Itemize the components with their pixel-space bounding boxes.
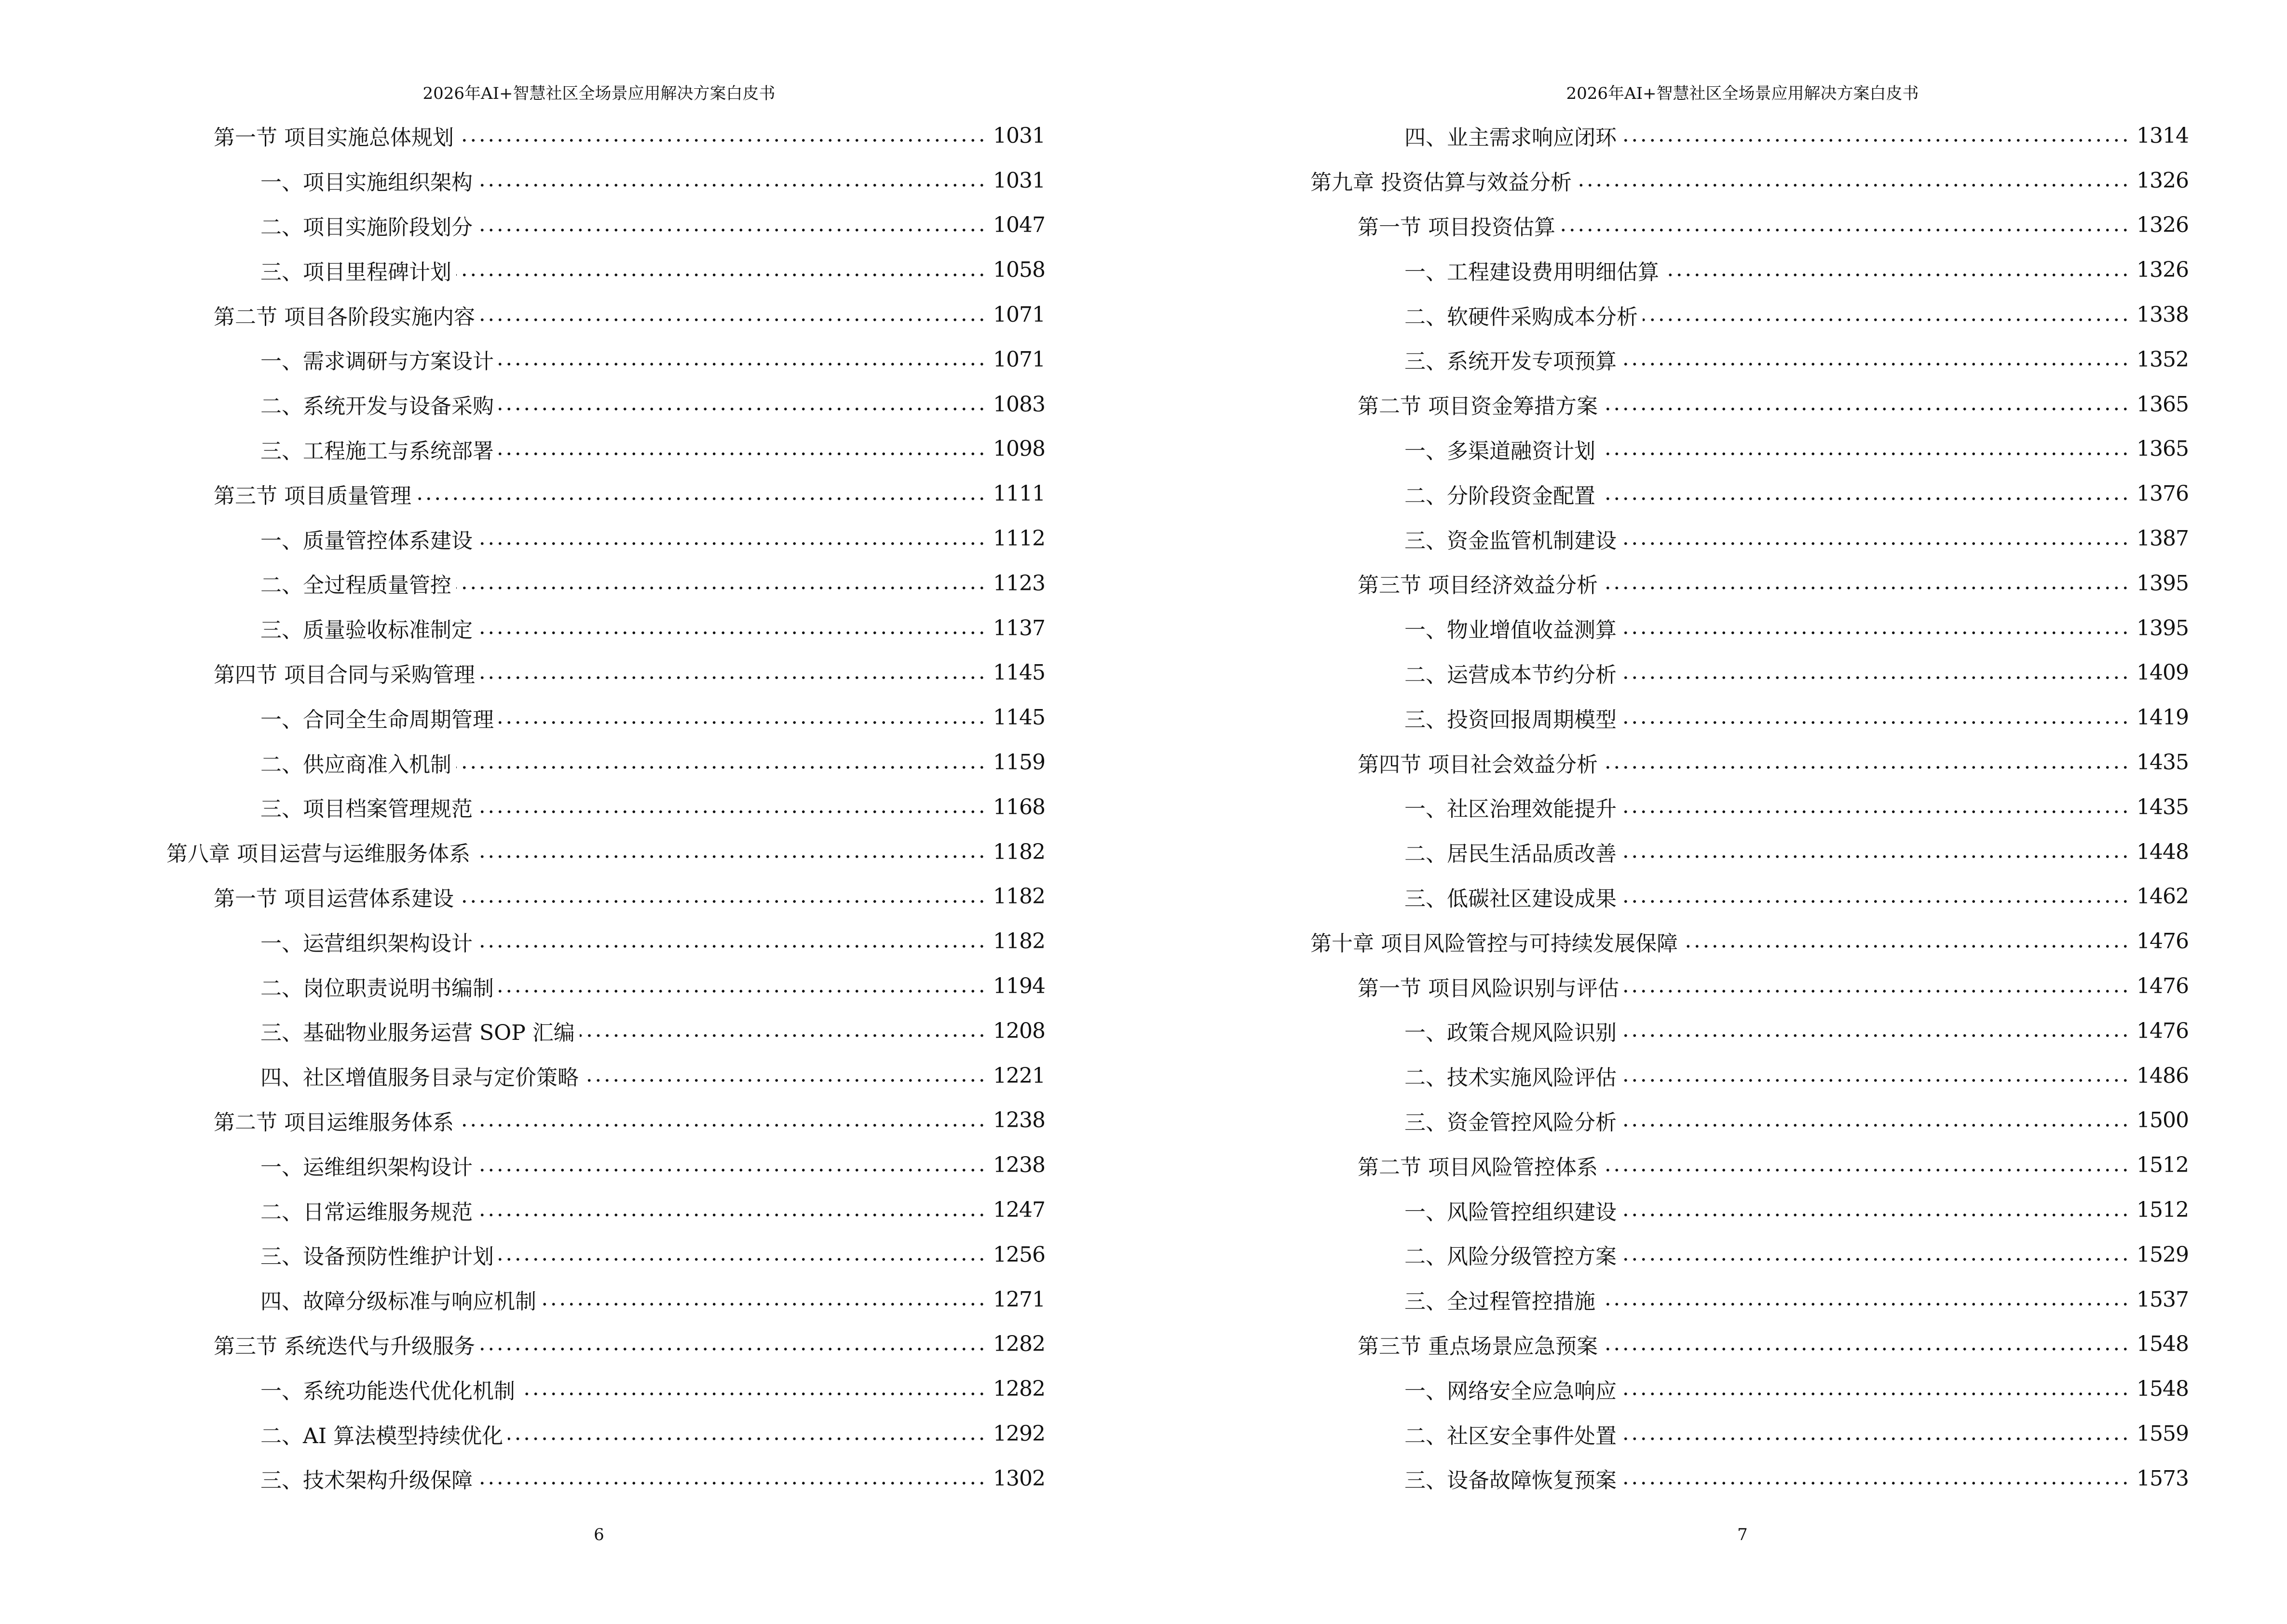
dot-leader (499, 407, 986, 411)
toc-entry-subsection[interactable] (166, 203, 1045, 248)
toc-entry-page: 1365 (2137, 437, 2189, 462)
toc-entry-page: 1537 (2137, 1287, 2189, 1312)
toc-entry-title: 三、基础物业服务运营 SOP 汇编 (260, 1021, 575, 1046)
toc-entry-page: 1559 (2137, 1421, 2189, 1446)
dot-leader (1664, 273, 2130, 277)
toc-entry-page: 1137 (993, 615, 1045, 641)
dot-leader (477, 631, 986, 635)
toc-entry-page: 1338 (2137, 302, 2189, 328)
dot-leader (1621, 542, 2130, 546)
dot-leader (1683, 944, 2130, 948)
toc-entry-page: 1326 (2137, 258, 2189, 283)
dot-leader (580, 1034, 986, 1037)
toc-entry-title: 第一节 项目实施总体规划 (214, 125, 454, 150)
running-header: 2026年AI+智慧社区全场景应用解决方案白皮书 (1566, 84, 1919, 103)
toc-entry-title: 三、资金管控风险分析 (1404, 1110, 1617, 1135)
toc-entry-subsection[interactable] (1310, 874, 2189, 919)
toc-entry-subsection[interactable] (166, 561, 1045, 606)
dot-leader (499, 721, 986, 724)
toc-entry-subsection[interactable] (166, 427, 1045, 472)
toc-entry-subsection[interactable] (1310, 1009, 2189, 1053)
toc-entry-title: 二、运营成本节约分析 (1404, 662, 1617, 687)
toc-entry-subsection[interactable] (1310, 606, 2189, 651)
toc-entry-page: 1435 (2137, 794, 2189, 819)
toc-entry-subsection[interactable] (166, 1009, 1045, 1053)
dot-leader (1603, 407, 2130, 411)
dot-leader (1621, 1437, 2130, 1441)
toc-entry-title: 一、质量管控体系建设 (260, 528, 473, 553)
toc-entry-page: 1462 (2137, 884, 2189, 909)
toc-entry-title: 第二节 项目运维服务体系 (214, 1110, 454, 1135)
dot-leader (499, 989, 986, 993)
dot-leader (456, 586, 986, 590)
toc-entry-title: 四、业主需求响应闭环 (1404, 125, 1617, 150)
toc-entry-subsection[interactable] (166, 695, 1045, 740)
dot-leader (1621, 1481, 2130, 1485)
toc-entry-page: 1476 (2137, 929, 2189, 954)
toc-entry-subsection[interactable] (166, 247, 1045, 292)
toc-entry-subsection[interactable] (1310, 247, 2189, 292)
toc-entry-page: 1419 (2137, 705, 2189, 730)
toc-entry-title: 第三节 项目质量管理 (214, 483, 411, 508)
dot-leader (1621, 631, 2130, 635)
toc-entry-page: 1071 (993, 302, 1045, 328)
toc-entry-page: 1271 (993, 1287, 1045, 1312)
toc-entry-page: 1282 (993, 1377, 1045, 1402)
dot-leader (477, 1168, 986, 1172)
toc-entry-subsection[interactable] (1310, 427, 2189, 472)
toc-entry-section[interactable] (1310, 1143, 2189, 1187)
toc-entry-page: 1238 (993, 1153, 1045, 1178)
toc-entry-title: 一、社区治理效能提升 (1404, 797, 1617, 822)
toc-entry-title: 第二节 项目各阶段实施内容 (214, 304, 475, 329)
toc-entry-subsection[interactable] (166, 919, 1045, 964)
toc-entry-page: 1247 (993, 1198, 1045, 1223)
dot-leader (1603, 586, 2130, 590)
dot-leader (1621, 900, 2130, 903)
toc-entry-page: 1145 (993, 660, 1045, 685)
toc-entry-subsection[interactable] (1310, 516, 2189, 561)
toc-entry-section[interactable] (166, 1098, 1045, 1143)
toc-entry-title: 一、风险管控组织建设 (1404, 1200, 1617, 1225)
toc-entry-section[interactable] (1310, 382, 2189, 427)
toc-entry-page: 1221 (993, 1063, 1045, 1088)
toc-entry-title: 二、分阶段资金配置 (1404, 483, 1595, 508)
toc-entry-section[interactable] (1310, 203, 2189, 248)
dot-leader (584, 1078, 986, 1082)
toc-entry-section[interactable] (166, 292, 1045, 337)
dot-leader (1621, 1123, 2130, 1127)
toc-entry-section[interactable] (1310, 561, 2189, 606)
toc-entry-title: 第九章 投资估算与效益分析 (1310, 170, 1572, 195)
toc-entry-title: 三、技术架构升级保障 (260, 1468, 473, 1493)
toc-entry-page: 1376 (2137, 481, 2189, 506)
toc-entry-subsection[interactable] (1310, 1456, 2189, 1501)
toc-entry-title: 四、故障分级标准与响应机制 (260, 1289, 536, 1314)
dot-leader (1621, 855, 2130, 859)
toc-entry-title: 二、技术实施风险评估 (1404, 1065, 1617, 1091)
toc-entry-title: 二、项目实施阶段划分 (260, 215, 473, 240)
toc-entry-subsection[interactable] (1310, 113, 2189, 158)
toc-list (166, 113, 1045, 1501)
toc-entry-subsection[interactable] (166, 1143, 1045, 1187)
toc-entry-page: 1548 (2137, 1377, 2189, 1402)
toc-entry-title: 一、运维组织架构设计 (260, 1155, 473, 1180)
dot-leader (508, 1437, 986, 1441)
toc-entry-subsection[interactable] (1310, 785, 2189, 830)
toc-entry-subsection[interactable] (166, 337, 1045, 382)
toc-entry-title: 一、合同全生命周期管理 (260, 707, 494, 732)
toc-entry-subsection[interactable] (166, 1277, 1045, 1322)
toc-entry-chapter[interactable] (1310, 158, 2189, 203)
toc-entry-subsection[interactable] (1310, 337, 2189, 382)
toc-entry-title: 一、项目实施组织架构 (260, 170, 473, 195)
dot-leader (477, 1213, 986, 1217)
toc-entry-page: 1409 (2137, 660, 2189, 685)
running-header: 2026年AI+智慧社区全场景应用解决方案白皮书 (422, 84, 776, 103)
toc-entry-subsection[interactable] (1310, 471, 2189, 516)
toc-entry-title: 二、供应商准入机制 (260, 752, 451, 777)
toc-entry-subsection[interactable] (166, 516, 1045, 561)
toc-entry-title: 一、物业增值收益测算 (1404, 618, 1617, 643)
toc-entry-page: 1159 (993, 750, 1045, 775)
toc-entry-title: 第三节 重点场景应急预案 (1358, 1334, 1598, 1359)
dot-leader (416, 497, 986, 501)
toc-entry-subsection[interactable] (1310, 1053, 2189, 1098)
toc-entry-section[interactable] (1310, 740, 2189, 785)
toc-entry-page: 1182 (993, 839, 1045, 864)
toc-entry-page: 1292 (993, 1421, 1045, 1446)
toc-entry-subsection[interactable] (166, 382, 1045, 427)
dot-leader (499, 362, 986, 366)
toc-entry-page: 1098 (993, 437, 1045, 462)
toc-entry-subsection[interactable] (166, 1366, 1045, 1411)
toc-entry-title: 三、工程施工与系统部署 (260, 438, 494, 464)
toc-entry-title: 二、岗位职责说明书编制 (260, 976, 494, 1001)
toc-entry-page: 1486 (2137, 1063, 2189, 1088)
toc-entry-subsection[interactable] (1310, 651, 2189, 696)
toc-entry-chapter[interactable] (1310, 919, 2189, 964)
dot-leader (459, 900, 986, 903)
toc-entry-subsection[interactable] (1310, 292, 2189, 337)
toc-entry-title: 第三节 系统迭代与升级服务 (214, 1334, 475, 1359)
toc-entry-title: 一、工程建设费用明细估算 (1404, 259, 1659, 285)
toc-entry-subsection[interactable] (166, 740, 1045, 785)
toc-entry-title: 三、全过程管控措施 (1404, 1289, 1595, 1314)
toc-entry-page: 1208 (993, 1018, 1045, 1043)
toc-entry-subsection[interactable] (166, 158, 1045, 203)
toc-entry-page: 1548 (2137, 1332, 2189, 1357)
toc-entry-page: 1395 (2137, 615, 2189, 641)
toc-entry-page: 1238 (993, 1108, 1045, 1133)
toc-entry-title: 三、质量验收标准制定 (260, 618, 473, 643)
toc-entry-subsection[interactable] (166, 1456, 1045, 1501)
dot-leader (1560, 228, 2130, 232)
toc-entry-subsection[interactable] (166, 1187, 1045, 1232)
toc-entry-page: 1352 (2137, 347, 2189, 372)
dot-leader (1621, 1392, 2130, 1396)
dot-leader (1624, 989, 2130, 993)
toc-entry-subsection[interactable] (166, 1232, 1045, 1277)
dot-leader (1621, 1213, 2130, 1217)
dot-leader (1600, 1302, 2130, 1306)
toc-entry-subsection[interactable] (1310, 1277, 2189, 1322)
toc-entry-page: 1573 (2137, 1466, 2189, 1491)
toc-entry-section[interactable] (166, 113, 1045, 158)
dot-leader (477, 183, 986, 187)
toc-entry-title: 三、项目档案管理规范 (260, 797, 473, 822)
toc-entry-title: 三、低碳社区建设成果 (1404, 886, 1617, 911)
toc-entry-page: 1031 (993, 123, 1045, 148)
toc-entry-subsection[interactable] (166, 1411, 1045, 1456)
dot-leader (1621, 1257, 2130, 1261)
page-number: 7 (1737, 1525, 1748, 1544)
toc-entry-title: 二、软硬件采购成本分析 (1404, 304, 1638, 329)
toc-entry-subsection[interactable] (166, 964, 1045, 1009)
toc-entry-section[interactable] (1310, 964, 2189, 1009)
toc-entry-page: 1145 (993, 705, 1045, 730)
toc-entry-section[interactable] (166, 471, 1045, 516)
dot-leader (1603, 765, 2130, 769)
dot-leader (1621, 676, 2130, 680)
dot-leader (1621, 1078, 2130, 1082)
toc-entry-title: 第一节 项目风险识别与评估 (1358, 976, 1619, 1001)
dot-leader (480, 676, 986, 680)
toc-entry-title: 第二节 项目资金筹措方案 (1358, 394, 1598, 419)
toc-entry-title: 一、网络安全应急响应 (1404, 1378, 1617, 1404)
dot-leader (477, 944, 986, 948)
toc-entry-title: 三、设备预防性维护计划 (260, 1244, 494, 1269)
dot-leader (459, 138, 986, 142)
dot-leader (1621, 138, 2130, 142)
toc-entry-page: 1500 (2137, 1108, 2189, 1133)
toc-entry-chapter[interactable] (166, 830, 1045, 874)
toc-entry-page: 1302 (993, 1466, 1045, 1491)
toc-entry-title: 一、多渠道融资计划 (1404, 438, 1595, 464)
dot-leader (477, 542, 986, 546)
toc-entry-title: 二、系统开发与设备采购 (260, 394, 494, 419)
toc-entry-subsection[interactable] (166, 785, 1045, 830)
toc-entry-title: 四、社区增值服务目录与定价策略 (260, 1065, 579, 1091)
toc-list (1310, 113, 2189, 1501)
toc-entry-title: 第八章 项目运营与运维服务体系 (166, 842, 470, 867)
toc-entry-subsection[interactable] (1310, 1232, 2189, 1277)
toc-entry-page: 1387 (2137, 526, 2189, 551)
toc-entry-section[interactable] (166, 874, 1045, 919)
dot-leader (1643, 318, 2130, 322)
toc-entry-title: 第二节 项目风险管控体系 (1358, 1155, 1598, 1180)
toc-entry-page: 1182 (993, 929, 1045, 954)
dot-leader (475, 855, 986, 859)
dot-leader (1600, 452, 2130, 456)
toc-entry-page: 1395 (2137, 571, 2189, 596)
toc-entry-subsection[interactable] (166, 606, 1045, 651)
toc-entry-subsection[interactable] (1310, 830, 2189, 874)
toc-entry-page: 1529 (2137, 1242, 2189, 1267)
toc-entry-title: 二、AI 算法模型持续优化 (260, 1423, 504, 1448)
toc-entry-page: 1071 (993, 347, 1045, 372)
dot-leader (480, 1347, 986, 1351)
page-number: 6 (594, 1525, 604, 1544)
toc-entry-page: 1058 (993, 258, 1045, 283)
toc-entry-title: 三、设备故障恢复预案 (1404, 1468, 1617, 1493)
toc-entry-title: 二、全过程质量管控 (260, 573, 451, 598)
dot-leader (520, 1392, 986, 1396)
toc-entry-section[interactable] (166, 1322, 1045, 1367)
toc-entry-page: 1435 (2137, 750, 2189, 775)
toc-entry-title: 第四节 项目合同与采购管理 (214, 662, 475, 687)
toc-entry-title: 二、居民生活品质改善 (1404, 842, 1617, 867)
toc-entry-title: 二、社区安全事件处置 (1404, 1423, 1617, 1448)
toc-entry-page: 1047 (993, 213, 1045, 238)
dot-leader (499, 1257, 986, 1261)
dot-leader (459, 1123, 986, 1127)
toc-entry-page: 1182 (993, 884, 1045, 909)
dot-leader (456, 765, 986, 769)
toc-entry-subsection[interactable] (1310, 1098, 2189, 1143)
toc-entry-subsection[interactable] (1310, 1187, 2189, 1232)
toc-entry-title: 第三节 项目经济效益分析 (1358, 573, 1598, 598)
toc-entry-title: 第四节 项目社会效益分析 (1358, 752, 1598, 777)
toc-entry-title: 二、日常运维服务规范 (260, 1200, 473, 1225)
toc-entry-page: 1476 (2137, 974, 2189, 999)
toc-entry-title: 一、政策合规风险识别 (1404, 1021, 1617, 1046)
toc-entry-page: 1083 (993, 392, 1045, 417)
dot-leader (1621, 1034, 2130, 1037)
toc-entry-subsection[interactable] (1310, 1366, 2189, 1411)
toc-entry-title: 三、资金监管机制建设 (1404, 528, 1617, 553)
toc-entry-page: 1314 (2137, 123, 2189, 148)
dot-leader (1603, 1347, 2130, 1351)
toc-entry-section[interactable] (166, 651, 1045, 696)
dot-leader (541, 1302, 986, 1306)
dot-leader (1600, 497, 2130, 501)
toc-entry-title: 第一节 项目运营体系建设 (214, 886, 454, 911)
dot-leader (480, 318, 986, 322)
toc-entry-title: 一、系统功能迭代优化机制 (260, 1378, 515, 1404)
dot-leader (477, 810, 986, 814)
toc-entry-title: 第一节 项目投资估算 (1358, 215, 1555, 240)
toc-entry-subsection[interactable] (1310, 695, 2189, 740)
toc-entry-title: 三、项目里程碑计划 (260, 259, 451, 285)
toc-entry-page: 1365 (2137, 392, 2189, 417)
toc-entry-section[interactable] (1310, 1322, 2189, 1367)
toc-entry-page: 1111 (993, 481, 1045, 506)
toc-entry-title: 三、投资回报周期模型 (1404, 707, 1617, 732)
toc-entry-subsection[interactable] (166, 1053, 1045, 1098)
toc-entry-page: 1282 (993, 1332, 1045, 1357)
toc-entry-page: 1326 (2137, 168, 2189, 193)
toc-entry-title: 一、需求调研与方案设计 (260, 349, 494, 374)
toc-entry-title: 第十章 项目风险管控与可持续发展保障 (1310, 931, 1678, 956)
dot-leader (477, 1481, 986, 1485)
toc-entry-page: 1326 (2137, 213, 2189, 238)
toc-entry-page: 1168 (993, 794, 1045, 819)
dot-leader (1621, 362, 2130, 366)
dot-leader (1621, 721, 2130, 724)
toc-entry-page: 1512 (2137, 1198, 2189, 1223)
toc-entry-title: 一、运营组织架构设计 (260, 931, 473, 956)
toc-entry-page: 1256 (993, 1242, 1045, 1267)
toc-entry-page: 1476 (2137, 1018, 2189, 1043)
page-right (1144, 0, 2287, 1624)
toc-entry-page: 1194 (993, 974, 1045, 999)
toc-entry-page: 1112 (993, 526, 1045, 551)
toc-entry-subsection[interactable] (1310, 1411, 2189, 1456)
toc-entry-page: 1512 (2137, 1153, 2189, 1178)
toc-entry-page: 1031 (993, 168, 1045, 193)
toc-entry-page: 1123 (993, 571, 1045, 596)
toc-entry-page: 1448 (2137, 839, 2189, 864)
dot-leader (499, 452, 986, 456)
dot-leader (1577, 183, 2130, 187)
dot-leader (456, 273, 986, 277)
dot-leader (1603, 1168, 2130, 1172)
toc-entry-title: 二、风险分级管控方案 (1404, 1244, 1617, 1269)
dot-leader (477, 228, 986, 232)
toc-entry-title: 三、系统开发专项预算 (1404, 349, 1617, 374)
dot-leader (1621, 810, 2130, 814)
